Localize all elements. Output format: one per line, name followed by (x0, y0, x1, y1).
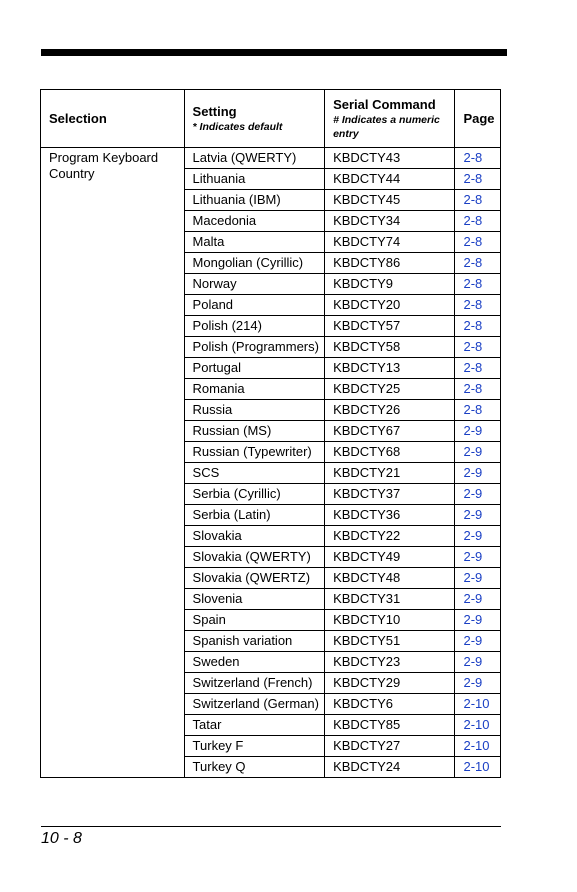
command-cell: KBDCTY26 (325, 400, 455, 421)
setting-cell: Lithuania (IBM) (184, 190, 325, 211)
page-link[interactable]: 2-9 (463, 591, 483, 606)
setting-cell: Macedonia (184, 211, 325, 232)
command-cell: KBDCTY20 (325, 295, 455, 316)
page-link[interactable]: 2-8 (463, 381, 483, 396)
page-cell (455, 211, 501, 232)
page-link[interactable]: 2-9 (463, 612, 483, 627)
setting-cell: Switzerland (German) (184, 694, 325, 715)
page-cell (455, 484, 501, 505)
page-cell (455, 673, 501, 694)
page-link[interactable]: 2-9 (463, 507, 483, 522)
setting-cell: Serbia (Latin) (184, 505, 325, 526)
page-cell (455, 652, 501, 673)
setting-cell: Polish (Programmers) (184, 337, 325, 358)
command-cell: KBDCTY29 (325, 673, 455, 694)
setting-cell: Russia (184, 400, 325, 421)
setting-cell: Lithuania (184, 169, 325, 190)
setting-cell: Slovakia (QWERTY) (184, 547, 325, 568)
command-cell: KBDCTY74 (325, 232, 455, 253)
page-cell (455, 505, 501, 526)
page-link[interactable]: 2-8 (463, 276, 483, 291)
header-setting-note: * Indicates default (192, 120, 283, 133)
page-link[interactable]: 2-8 (463, 171, 483, 186)
bottom-rule (41, 826, 501, 827)
setting-cell: Spanish variation (184, 631, 325, 652)
page-cell (455, 442, 501, 463)
keyboard-country-table (40, 89, 501, 778)
setting-cell: Turkey F (184, 736, 325, 757)
header-serial-command: Serial Command # Indicates a numeric entry (325, 90, 455, 148)
page-cell (455, 232, 501, 253)
command-cell: KBDCTY43 (325, 148, 455, 169)
header-serial-note: # Indicates a numeric entry (333, 113, 440, 140)
setting-cell: Norway (184, 274, 325, 295)
page-link[interactable]: 2-9 (463, 549, 483, 564)
page-cell (455, 400, 501, 421)
setting-cell: Slovakia (QWERTZ) (184, 568, 325, 589)
command-cell: KBDCTY21 (325, 463, 455, 484)
page-cell (455, 547, 501, 568)
page-cell (455, 568, 501, 589)
command-cell: KBDCTY49 (325, 547, 455, 568)
page-cell (455, 148, 501, 169)
setting-cell: Romania (184, 379, 325, 400)
command-cell: KBDCTY67 (325, 421, 455, 442)
command-cell: KBDCTY25 (325, 379, 455, 400)
page-cell (455, 379, 501, 400)
page-link[interactable]: 2-9 (463, 654, 483, 669)
setting-cell: Spain (184, 610, 325, 631)
setting-cell: Serbia (Cyrillic) (184, 484, 325, 505)
page-cell (455, 358, 501, 379)
command-cell: KBDCTY58 (325, 337, 455, 358)
setting-cell: Mongolian (Cyrillic) (184, 253, 325, 274)
table-body (41, 148, 501, 778)
command-cell: KBDCTY36 (325, 505, 455, 526)
command-cell: KBDCTY6 (325, 694, 455, 715)
page-link[interactable]: 2-8 (463, 234, 483, 249)
setting-cell: Malta (184, 232, 325, 253)
table-row (41, 148, 501, 169)
page-cell (455, 589, 501, 610)
page-link[interactable]: 2-8 (463, 318, 483, 333)
command-cell: KBDCTY57 (325, 316, 455, 337)
setting-cell: Sweden (184, 652, 325, 673)
page-cell (455, 757, 501, 778)
page-link[interactable]: 2-9 (463, 675, 483, 690)
setting-cell: Polish (214) (184, 316, 325, 337)
command-cell: KBDCTY10 (325, 610, 455, 631)
page-cell (455, 631, 501, 652)
table-header-row (41, 90, 501, 148)
header-setting: Setting * Indicates default (184, 90, 325, 148)
page-link[interactable]: 2-9 (463, 486, 483, 501)
command-cell: KBDCTY27 (325, 736, 455, 757)
command-cell: KBDCTY24 (325, 757, 455, 778)
header-selection: Selection (41, 90, 185, 148)
page-cell (455, 295, 501, 316)
page-link[interactable]: 2-10 (463, 696, 490, 711)
setting-cell: Tatar (184, 715, 325, 736)
page-cell (455, 169, 501, 190)
page-cell (455, 253, 501, 274)
page-link[interactable]: 2-10 (463, 738, 490, 753)
page-link[interactable]: 2-9 (463, 423, 483, 438)
page-link[interactable]: 2-8 (463, 339, 483, 354)
setting-cell: Turkey Q (184, 757, 325, 778)
command-cell: KBDCTY68 (325, 442, 455, 463)
setting-cell: Russian (Typewriter) (184, 442, 325, 463)
command-cell: KBDCTY85 (325, 715, 455, 736)
page-number: 10 - 8 (41, 830, 82, 847)
command-cell: KBDCTY34 (325, 211, 455, 232)
setting-cell: Slovenia (184, 589, 325, 610)
page-link[interactable]: 2-9 (463, 528, 483, 543)
command-cell: KBDCTY48 (325, 568, 455, 589)
setting-cell: SCS (184, 463, 325, 484)
command-cell: KBDCTY44 (325, 169, 455, 190)
setting-cell: Portugal (184, 358, 325, 379)
page-cell (455, 694, 501, 715)
page-cell (455, 610, 501, 631)
command-cell: KBDCTY37 (325, 484, 455, 505)
header-page: Page (455, 90, 501, 148)
command-cell: KBDCTY45 (325, 190, 455, 211)
setting-cell: Poland (184, 295, 325, 316)
page-link[interactable]: 2-9 (463, 465, 483, 480)
command-cell: KBDCTY51 (325, 631, 455, 652)
page-cell (455, 715, 501, 736)
command-cell: KBDCTY9 (325, 274, 455, 295)
setting-cell: Latvia (QWERTY) (184, 148, 325, 169)
page-link[interactable]: 2-10 (463, 759, 490, 774)
setting-cell: Russian (MS) (184, 421, 325, 442)
page-link[interactable]: 2-8 (463, 402, 483, 417)
page-link[interactable]: 2-8 (463, 255, 483, 270)
page-cell (455, 421, 501, 442)
setting-cell: Switzerland (French) (184, 673, 325, 694)
page-cell (455, 337, 501, 358)
page-link[interactable]: 2-10 (463, 717, 490, 732)
page-link[interactable]: 2-9 (463, 633, 483, 648)
page-link[interactable]: 2-8 (463, 150, 483, 165)
selection-cell: Program Keyboard Country (41, 148, 185, 778)
command-cell: KBDCTY31 (325, 589, 455, 610)
page-cell (455, 526, 501, 547)
command-cell: KBDCTY23 (325, 652, 455, 673)
page-cell (455, 463, 501, 484)
command-cell: KBDCTY86 (325, 253, 455, 274)
page-link[interactable]: 2-9 (463, 570, 483, 585)
page-cell (455, 190, 501, 211)
page-cell (455, 736, 501, 757)
page-link[interactable]: 2-8 (463, 213, 483, 228)
setting-cell: Slovakia (184, 526, 325, 547)
page-link[interactable]: 2-8 (463, 360, 483, 375)
page-cell (455, 316, 501, 337)
page-link[interactable]: 2-8 (463, 297, 483, 312)
command-cell: KBDCTY13 (325, 358, 455, 379)
page-cell (455, 274, 501, 295)
page-link[interactable]: 2-9 (463, 444, 483, 459)
top-rule (41, 49, 507, 56)
command-cell: KBDCTY22 (325, 526, 455, 547)
page-link[interactable]: 2-8 (463, 192, 483, 207)
